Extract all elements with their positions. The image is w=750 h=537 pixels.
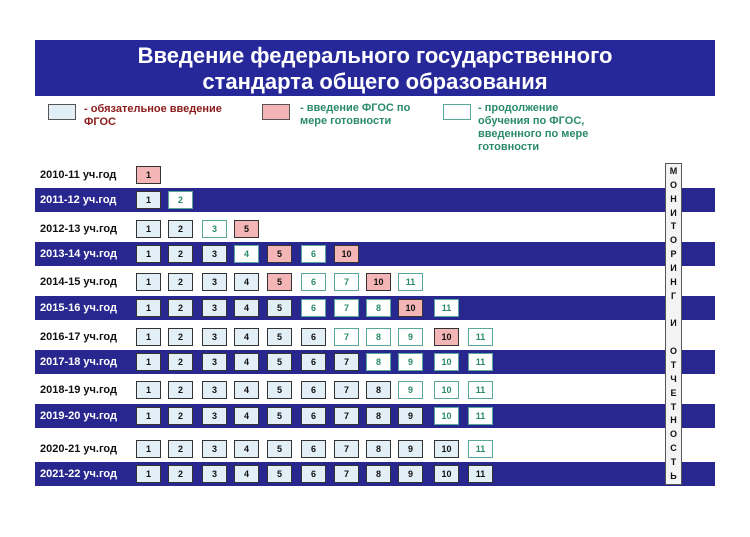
grade-cell: 5 <box>267 440 292 458</box>
grade-cell: 10 <box>434 465 459 483</box>
grade-cell: 8 <box>366 440 391 458</box>
year-label: 2014-15 уч.год <box>40 276 117 288</box>
grade-cell: 4 <box>234 328 259 346</box>
grade-cell: 8 <box>366 299 391 317</box>
grade-cell: 6 <box>301 245 326 263</box>
grade-cell: 2 <box>168 407 193 425</box>
monitoring-letter: Е <box>670 387 677 398</box>
grade-cell: 11 <box>468 440 493 458</box>
monitoring-letter: О <box>669 346 677 357</box>
grade-cell: 11 <box>468 465 493 483</box>
grade-cell: 1 <box>136 273 161 291</box>
grade-cell: 5 <box>267 381 292 399</box>
grade-cell: 2 <box>168 273 193 291</box>
grade-cell: 9 <box>398 381 423 399</box>
year-label: 2012-13 уч.год <box>40 223 117 235</box>
grade-cell: 10 <box>398 299 423 317</box>
monitoring-letter: М <box>669 166 678 176</box>
grade-cell: 3 <box>202 381 227 399</box>
grade-cell: 3 <box>202 245 227 263</box>
grade-cell: 4 <box>234 381 259 399</box>
grade-cell: 1 <box>136 353 161 371</box>
year-label: 2021-22 уч.год <box>40 468 117 480</box>
grade-cell: 5 <box>267 407 292 425</box>
grade-cell: 7 <box>334 381 359 399</box>
grade-cell: 11 <box>468 381 493 399</box>
monitoring-letter <box>672 333 675 342</box>
grade-cell: 5 <box>267 273 292 291</box>
monitoring-letter: Т <box>670 457 677 468</box>
grade-cell: 1 <box>136 381 161 399</box>
grade-cell: 8 <box>366 353 391 371</box>
grade-cell: 6 <box>301 381 326 399</box>
grade-cell: 9 <box>398 353 423 371</box>
year-label: 2018-19 уч.год <box>40 384 117 396</box>
grade-cell: 1 <box>136 465 161 483</box>
grade-cell: 6 <box>301 407 326 425</box>
monitoring-letter: И <box>670 318 677 329</box>
year-label: 2013-14 уч.год <box>40 248 117 260</box>
grade-cell: 1 <box>136 191 161 209</box>
grade-cell: 6 <box>301 299 326 317</box>
monitoring-letter: Ч <box>670 373 677 384</box>
grade-cell: 11 <box>468 407 493 425</box>
grade-cell: 4 <box>234 353 259 371</box>
grade-cell: 5 <box>267 353 292 371</box>
legend-continue-text: - продолжение обучения по ФГОС, введенного по мере готовности <box>478 102 589 153</box>
grade-cell: 10 <box>434 440 459 458</box>
year-label: 2017-18 уч.год <box>40 356 117 368</box>
monitoring-letter: Т <box>670 401 677 412</box>
grade-cell: 1 <box>136 245 161 263</box>
grade-cell: 3 <box>202 328 227 346</box>
grade-cell: 2 <box>168 191 193 209</box>
monitoring-letter: С <box>670 443 677 454</box>
grade-cell: 8 <box>366 381 391 399</box>
grade-cell: 1 <box>136 407 161 425</box>
legend-readiness-text: - введение ФГОС по мере готовности <box>300 102 411 127</box>
monitoring-letter: О <box>669 179 677 190</box>
title-banner <box>35 40 715 96</box>
monitoring-letter: И <box>670 207 677 218</box>
grade-cell: 7 <box>334 353 359 371</box>
grade-cell: 10 <box>434 353 459 371</box>
grade-cell: 2 <box>168 381 193 399</box>
grade-cell: 11 <box>468 328 493 346</box>
grade-cell: 5 <box>267 299 292 317</box>
grade-cell: 2 <box>168 465 193 483</box>
monitoring-letter: О <box>669 235 677 246</box>
monitoring-letter: Г <box>670 290 677 301</box>
year-label: 2010-11 уч.год <box>40 169 117 181</box>
grade-cell: 3 <box>202 220 227 238</box>
grade-cell: 2 <box>168 353 193 371</box>
grade-cell: 5 <box>267 328 292 346</box>
grade-cell: 6 <box>301 273 326 291</box>
grade-cell: 1 <box>136 440 161 458</box>
title-line-1: Введение федерального государственного <box>137 43 613 68</box>
grade-cell: 9 <box>398 328 423 346</box>
grade-cell: 3 <box>202 440 227 458</box>
grade-cell: 3 <box>202 353 227 371</box>
grade-cell: 10 <box>434 381 459 399</box>
grade-cell: 11 <box>468 353 493 371</box>
monitoring-letter <box>672 306 675 315</box>
monitoring-letter: Р <box>670 249 677 260</box>
monitoring-letter: Т <box>670 221 677 232</box>
monitoring-letter: И <box>670 263 677 274</box>
grade-cell: 6 <box>301 465 326 483</box>
grade-cell: 4 <box>234 407 259 425</box>
monitoring-letter: О <box>669 429 677 440</box>
grade-cell: 10 <box>434 407 459 425</box>
grade-cell: 1 <box>136 220 161 238</box>
grade-cell: 9 <box>398 465 423 483</box>
grade-cell: 6 <box>301 328 326 346</box>
monitoring-letter: Ь <box>670 470 677 481</box>
grade-cell: 11 <box>434 299 459 317</box>
grade-cell: 7 <box>334 440 359 458</box>
grade-cell: 4 <box>234 273 259 291</box>
grade-cell: 4 <box>234 465 259 483</box>
monitoring-reporting-bar <box>665 163 682 485</box>
monitoring-letter: Т <box>670 360 677 371</box>
grade-cell: 3 <box>202 407 227 425</box>
grade-cell: 11 <box>398 273 423 291</box>
grade-cell: 2 <box>168 299 193 317</box>
grade-cell: 4 <box>234 245 259 263</box>
grade-cell: 8 <box>366 465 391 483</box>
grade-cell: 7 <box>334 407 359 425</box>
year-label: 2015-16 уч.год <box>40 302 117 314</box>
year-label: 2020-21 уч.год <box>40 443 117 455</box>
grade-cell: 10 <box>366 273 391 291</box>
monitoring-letter: Н <box>670 193 677 204</box>
title-line-2: стандарта общего образования <box>202 69 548 94</box>
year-label: 2011-12 уч.год <box>40 194 117 206</box>
grade-cell: 8 <box>366 407 391 425</box>
grade-cell: 7 <box>334 273 359 291</box>
grade-cell: 7 <box>334 465 359 483</box>
grade-cell: 6 <box>301 353 326 371</box>
grade-cell: 3 <box>202 465 227 483</box>
grade-cell: 9 <box>398 440 423 458</box>
legend-readiness-swatch <box>262 104 290 120</box>
grade-cell: 6 <box>301 440 326 458</box>
grade-cell: 2 <box>168 220 193 238</box>
year-label: 2019-20 уч.год <box>40 410 117 422</box>
year-label: 2016-17 уч.год <box>40 331 117 343</box>
monitoring-letter: Н <box>670 415 677 426</box>
grade-cell: 2 <box>168 328 193 346</box>
grade-cell: 7 <box>334 299 359 317</box>
grade-cell: 1 <box>136 166 161 184</box>
grade-cell: 7 <box>334 328 359 346</box>
grade-cell: 2 <box>168 245 193 263</box>
grade-cell: 1 <box>136 299 161 317</box>
grade-cell: 9 <box>398 407 423 425</box>
legend-mandatory-swatch <box>48 104 76 120</box>
grade-cell: 10 <box>434 328 459 346</box>
grade-cell: 5 <box>267 245 292 263</box>
grade-cell: 4 <box>234 440 259 458</box>
grade-cell: 3 <box>202 273 227 291</box>
grade-cell: 5 <box>234 220 259 238</box>
grade-cell: 1 <box>136 328 161 346</box>
legend-mandatory-text: - обязательное введение ФГОС <box>84 103 222 128</box>
grade-cell: 5 <box>267 465 292 483</box>
grade-cell: 4 <box>234 299 259 317</box>
monitoring-letter: Н <box>670 276 677 287</box>
grade-cell: 8 <box>366 328 391 346</box>
grade-cell: 3 <box>202 299 227 317</box>
grade-cell: 2 <box>168 440 193 458</box>
grade-cell: 10 <box>334 245 359 263</box>
legend-continue-swatch <box>443 104 471 120</box>
